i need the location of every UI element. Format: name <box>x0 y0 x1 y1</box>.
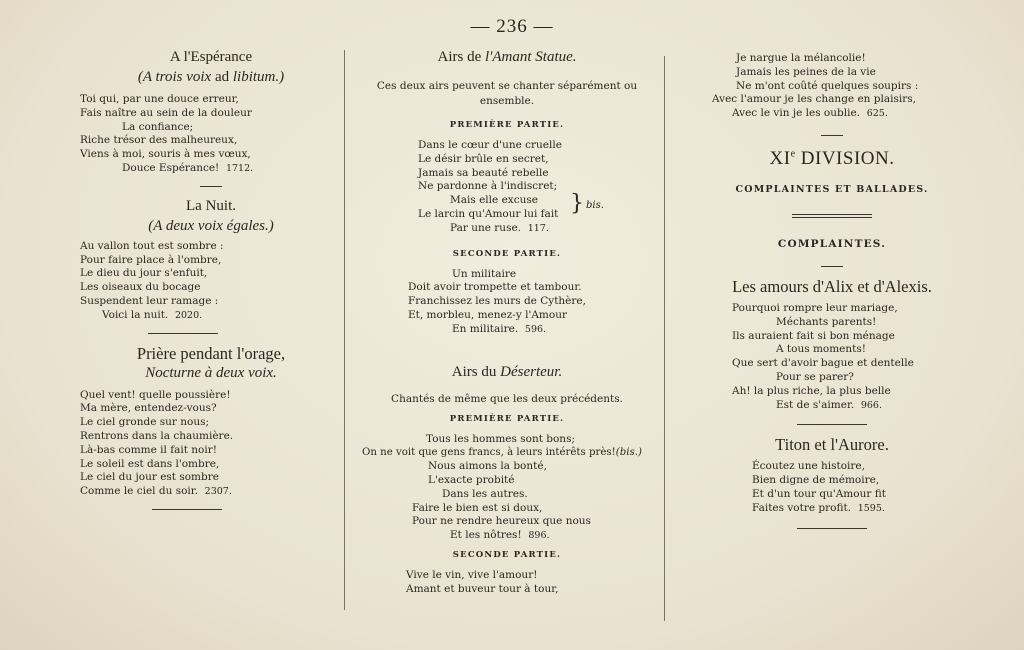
song-number: 2307. <box>204 486 232 498</box>
verse-line: Nous aimons la bonté, <box>428 460 547 473</box>
verse-line <box>362 529 662 543</box>
verse-line: Fais naître au sein de la douleur <box>80 106 252 119</box>
verse-line: Que sert d'avoir bague et dentelle <box>732 357 914 370</box>
song-verse-continued <box>672 52 992 121</box>
verse-line: Pour ne rendre heureux que nous <box>412 515 591 528</box>
column-rule-left <box>344 50 345 610</box>
verse-line: Ah! la plus riche, la plus belle <box>732 384 891 397</box>
verse-line: Tous les hommes sont bons; <box>426 432 575 445</box>
divider <box>797 528 867 529</box>
verse-line: Méchants parents! <box>776 315 877 328</box>
verse-line: Ils auraient fait si bon ménage <box>732 329 895 342</box>
song-verse <box>80 389 342 499</box>
verse-line <box>80 309 342 323</box>
column-middle <box>352 48 662 597</box>
song-verse <box>672 460 992 515</box>
part-heading: SECONDE PARTIE. <box>452 549 562 560</box>
song-verse <box>80 93 342 176</box>
verse-text: Faites votre profit. <box>752 501 852 514</box>
column-rule-right <box>664 56 665 621</box>
song-subtitle: (A deux voix égales.) <box>148 217 274 234</box>
verse-line: Riche trésor des malheureux, <box>80 134 238 147</box>
verse-line <box>80 485 342 499</box>
song-title <box>352 363 662 382</box>
verse-line: Toi qui, par une douce erreur, <box>80 93 239 105</box>
verse-line: Dans les autres. <box>442 487 528 500</box>
song-esperance <box>80 48 342 176</box>
verse-line: Rentrons dans la chaumière. <box>80 429 234 442</box>
verse-line: Le ciel du jour est sombre <box>80 471 219 484</box>
title-part: l'Amant Statue. <box>484 49 577 65</box>
song-la-nuit <box>80 197 342 323</box>
page-number: — 236 — <box>470 16 554 37</box>
division-title <box>672 148 992 170</box>
verse-line: Franchissez les murs de Cythère, <box>408 295 586 308</box>
verse-text: Par une ruse. <box>450 221 522 234</box>
bis-label: bis. <box>586 200 604 211</box>
verse-line: Faire le bien est si doux, <box>412 501 543 514</box>
verse-line: Le soleil est dans l'ombre, <box>80 457 220 470</box>
verse-line: Les oiseaux du bocage <box>80 281 201 294</box>
verse-line <box>80 162 342 176</box>
verse-line <box>418 222 662 236</box>
song-verse <box>80 240 342 323</box>
title-part: Airs de <box>437 49 485 65</box>
subtitle-part: (A trois voix <box>137 69 212 85</box>
divider <box>200 186 222 187</box>
verse-text: Et les nôtres! <box>450 529 522 542</box>
verse-line: Ma mère, entendez-vous? <box>80 402 217 415</box>
division-subtitle: COMPLAINTES ET BALLADES. <box>735 183 929 195</box>
song-note: Chantés de même que les deux précédents. <box>391 392 623 405</box>
song-subtitle: Nocturne à deux voix. <box>145 364 277 381</box>
song-number: 966. <box>860 399 882 411</box>
song-title <box>352 48 662 67</box>
verse-line <box>732 399 992 413</box>
verse-line: A tous moments! <box>776 343 866 356</box>
verse-line: Ne m'ont coûté quelques soupirs : <box>736 79 919 92</box>
division-word: DIVISION. <box>795 147 895 169</box>
division-sup: e <box>790 148 796 160</box>
verse-line: Doit avoir trompette et tambour. <box>408 281 582 294</box>
verse-line: Quel vent! quelle poussière! <box>80 388 231 401</box>
song-number: 1712. <box>225 162 254 174</box>
song-title: Les amours d'Alix et d'Alexis. <box>732 276 932 296</box>
part-heading: SECONDE PARTIE. <box>452 248 562 259</box>
verse-line <box>712 107 992 121</box>
song-deserteur <box>352 363 662 597</box>
song-verse <box>352 268 662 337</box>
song-number: 1595. <box>857 502 885 514</box>
verse-line: Suspendent leur ramage : <box>80 294 219 307</box>
verse-line: Vive le vin, vive l'amour! <box>406 568 538 581</box>
verse-line: La confiance; <box>122 120 194 133</box>
part-heading: PREMIÈRE PARTIE. <box>449 413 565 424</box>
bis-brace: } <box>570 191 584 216</box>
song-alix-alexis <box>672 277 992 412</box>
verse-line <box>362 446 662 460</box>
column-left <box>80 48 342 520</box>
column-right <box>672 48 992 539</box>
subtitle-part: ad <box>211 69 233 85</box>
section-heading: COMPLAINTES. <box>777 237 887 250</box>
song-number: 625. <box>866 108 888 120</box>
song-amant-statue <box>352 48 662 337</box>
song-subtitle <box>80 67 342 87</box>
divider <box>821 135 843 136</box>
verse-line: Le dieu du jour s'enfuit, <box>80 267 208 280</box>
song-verse <box>352 139 662 236</box>
verse-line: Viens à moi, souris à mes vœux, <box>80 148 251 161</box>
song-title: Titon et l'Aurore. <box>775 435 889 455</box>
part-heading: PREMIÈRE PARTIE. <box>449 120 565 130</box>
verse-line: Avec l'amour je les change en plaisirs, <box>712 93 916 106</box>
song-title: La Nuit. <box>186 197 236 214</box>
song-verse <box>352 433 662 543</box>
verse-line: Jamais les peines de la vie <box>736 65 876 78</box>
divider <box>821 266 843 267</box>
divider <box>148 333 218 334</box>
song-note: Ces deux airs peuvent se chanter séparément ou ensemble. <box>376 80 638 107</box>
song-number: 596. <box>524 323 547 335</box>
verse-line: Le désir brûle en secret, <box>418 152 549 165</box>
verse-text: Avec le vin je les oublie. <box>732 107 860 120</box>
verse-line: Un militaire <box>452 267 517 280</box>
verse-line <box>752 502 992 516</box>
bis-label: (bis.) <box>615 447 642 459</box>
verse-line: Amant et buveur tour à tour, <box>406 582 559 595</box>
song-title: Prière pendant l'orage, <box>136 343 286 363</box>
verse-line: Pourquoi rompre leur mariage, <box>732 301 898 314</box>
divider <box>152 509 222 510</box>
verse-line: Pour faire place à l'ombre, <box>80 253 222 266</box>
title-part: Airs du <box>451 363 501 380</box>
verse-text: On ne voit que gens francs, à leurs intérêts près! <box>362 447 616 459</box>
verse-text: Est de s'aimer. <box>776 398 855 411</box>
song-verse <box>672 302 992 412</box>
verse-line: Et, morbleu, menez-y l'Amour <box>408 308 567 321</box>
song-number: 896. <box>528 530 550 542</box>
song-title: A l'Espérance <box>169 49 253 65</box>
verse-line <box>408 323 662 337</box>
verse-line: Dans le cœur d'une cruelle <box>418 139 562 151</box>
song-priere <box>80 344 342 499</box>
verse-line: Bien digne de mémoire, <box>752 474 880 487</box>
verse-line: Le ciel gronde sur nous; <box>80 416 210 429</box>
verse-line: Jamais sa beauté rebelle <box>418 166 549 179</box>
title-part: Déserteur. <box>500 363 563 380</box>
verse-line: Mais elle excuse <box>450 194 538 207</box>
verse-text: En militaire. <box>452 322 519 335</box>
verse-line: Écoutez une histoire, <box>752 460 865 473</box>
subtitle-part: libitum.) <box>232 69 285 85</box>
song-number: 2020. <box>174 309 203 321</box>
verse-line: Le larcin qu'Amour lui fait <box>418 207 559 220</box>
verse-line: Au vallon tout est sombre : <box>80 239 224 252</box>
double-divider <box>792 214 872 218</box>
song-verse <box>352 569 662 597</box>
verse-text: Comme le ciel du soir. <box>80 485 198 498</box>
verse-line: Ne pardonne à l'indiscret; <box>418 180 558 193</box>
verse-line: L'exacte probité <box>428 473 515 486</box>
verse-line: Et d'un tour qu'Amour fit <box>752 487 886 500</box>
verse-text: Douce Espérance! <box>122 161 220 174</box>
verse-text: Voici la nuit. <box>102 308 169 321</box>
verse-line: Pour se parer? <box>776 370 854 383</box>
song-number: 117. <box>527 222 549 234</box>
verse-line: Là-bas comme il fait noir! <box>80 443 217 456</box>
division-roman: XI <box>769 147 791 169</box>
song-titon-aurore <box>672 435 992 515</box>
divider <box>797 424 867 425</box>
verse-line: Je nargue la mélancolie! <box>736 52 866 64</box>
